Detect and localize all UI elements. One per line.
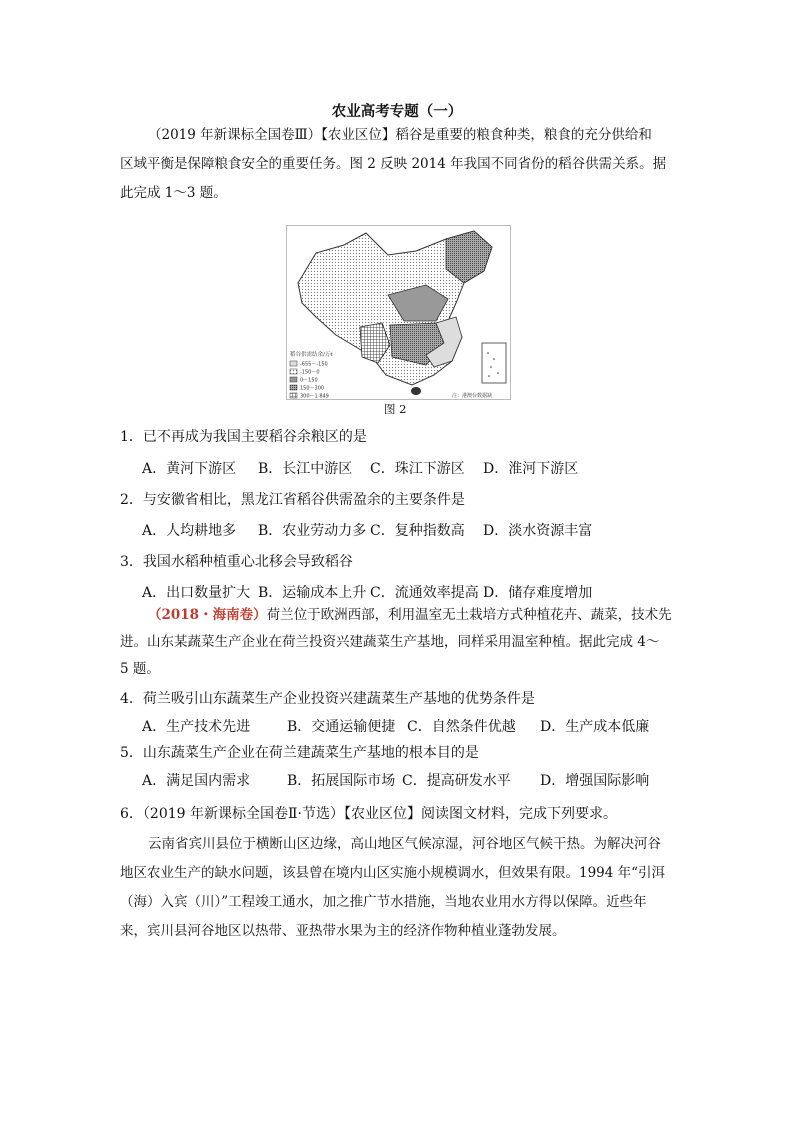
legend-item: 300～1 849 xyxy=(300,393,329,400)
intro-line-3: 此完成 1～3 题。 xyxy=(120,185,227,201)
q4-option-b: B．交通运输便捷 xyxy=(287,719,396,735)
q5-option-b: B．拓展国际市场 xyxy=(287,773,396,789)
question-6: 6．（2019 年新课标全国卷Ⅱ·节选）【农业区位】阅读图文材料，完成下列要求。 xyxy=(120,806,617,822)
legend-item: 0～150 xyxy=(300,377,318,384)
legend-item: -655～-150 xyxy=(300,361,328,368)
question-2: 2．与安徽省相比，黑龙江省稻谷供需盈余的主要条件是 xyxy=(120,492,465,508)
q4-option-c: C．自然条件优越 xyxy=(407,719,516,735)
q2-option-b: B．农业劳动力多 xyxy=(258,523,367,539)
q5-option-d: D．增强国际影响 xyxy=(540,773,650,789)
page-title: 农业高考专题（一） xyxy=(331,103,463,120)
figure-caption: 图 2 xyxy=(384,402,407,416)
question-3: 3．我国水稻种植重心北移会导致稻谷 xyxy=(120,554,353,570)
legend-title: 稻谷供需结余/万t xyxy=(290,352,333,358)
q2-option-a: A．人均耕地多 xyxy=(142,523,237,539)
q1-option-d: D．淮河下游区 xyxy=(483,461,579,477)
q6-material-line-3: （海）入宾（川）”工程竣工通水，加之推广节水措施，当地农业用水方得以保障。近些年 xyxy=(120,894,647,910)
q3-option-a: A．出口数量扩大 xyxy=(142,585,251,601)
q3-option-d: D．储存难度增加 xyxy=(483,585,593,601)
q4-option-a: A．生产技术先进 xyxy=(142,719,251,735)
q5-option-a: A．满足国内需求 xyxy=(142,773,251,789)
question-5: 5．山东蔬菜生产企业在荷兰建蔬菜生产基地的根本目的是 xyxy=(120,745,479,761)
q2-option-c: C．复种指数高 xyxy=(370,523,465,539)
q6-material-line-2: 地区农业生产的缺水问题，该县曾在境内山区实施小规模调水，但效果有限。1994 年“引洱 xyxy=(120,865,666,881)
legend-item: 150～300 xyxy=(300,385,325,392)
china-map-image xyxy=(286,225,511,400)
intro2-source: （2018・海南卷） xyxy=(148,607,267,623)
q6-material-line-4: 来，宾川县河谷地区以热带、亚热带水果为主的经济作物种植业蓬勃发展。 xyxy=(120,923,566,939)
q1-option-b: B．长江中游区 xyxy=(258,461,353,477)
rice-supply-map xyxy=(286,225,511,400)
question-4: 4．荷兰吸引山东蔬菜生产企业投资兴建蔬菜生产基地的优势条件是 xyxy=(120,691,535,707)
legend-item: -150～0 xyxy=(300,369,320,376)
intro2-line-1-text: 荷兰位于欧洲西部，利用温室无土栽培方式种植花卉、蔬菜，技术先 xyxy=(266,607,672,623)
q1-option-c: C．珠江下游区 xyxy=(370,461,465,477)
intro2-line-3: 5 题。 xyxy=(120,661,160,677)
inset-note: 注：港澳台数据缺 xyxy=(452,393,493,399)
question-1: 1．已不再成为我国主要稻谷余粮区的是 xyxy=(120,429,367,445)
intro-line-2: 区域平衡是保障粮食安全的重要任务。图 2 反映 2014 年我国不同省份的稻谷供需关系。据 xyxy=(120,156,667,172)
q1-option-a: A．黄河下游区 xyxy=(142,461,237,477)
q2-option-d: D．淡水资源丰富 xyxy=(483,523,593,539)
q5-option-c: C．提高研发水平 xyxy=(402,773,511,789)
q3-option-b: B．运输成本上升 xyxy=(258,585,367,601)
q3-option-c: C．流通效率提高 xyxy=(370,585,479,601)
q4-option-d: D．生产成本低廉 xyxy=(540,719,650,735)
intro-line-1: （2019 年新课标全国卷Ⅲ）【农业区位】稻谷是重要的粮食种类，粮食的充分供给和 xyxy=(148,127,652,143)
intro2-line-2: 进。山东某蔬菜生产企业在荷兰投资兴建蔬菜生产基地，同样采用温室种植。据此完成 4～ xyxy=(120,634,660,650)
intro2-line-1 xyxy=(148,605,672,625)
q6-material-line-1: 云南省宾川县位于横断山区边缘，高山地区气候凉湿，河谷地区气候干热。为解决河谷 xyxy=(148,836,661,852)
south-sea-inset xyxy=(482,343,506,383)
